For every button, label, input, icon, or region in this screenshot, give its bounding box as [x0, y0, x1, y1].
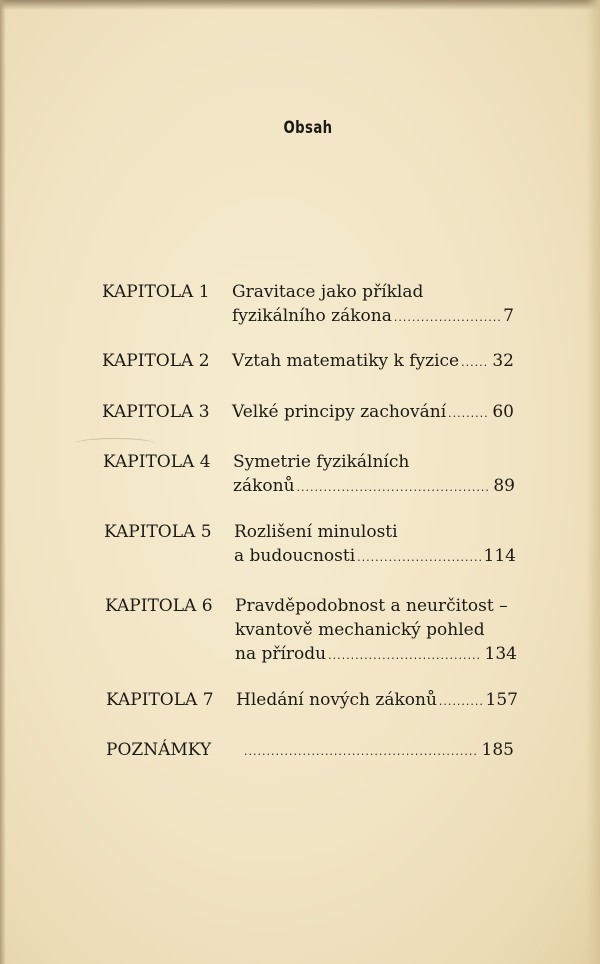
- page-edge-right: [586, 0, 600, 964]
- toc-entry-chapter-5[interactable]: [104, 520, 516, 570]
- chapter-title: [232, 280, 514, 330]
- page-number: 157: [485, 690, 518, 710]
- dot-leader: [244, 740, 479, 764]
- chapter-title-line: kvantově mechanický pohled: [235, 620, 485, 640]
- page-edge-left: [0, 0, 6, 964]
- chapter-title: [235, 594, 517, 668]
- chapter-title: [234, 520, 516, 570]
- chapter-title-line: a budoucnosti: [234, 546, 356, 566]
- dot-leader: [357, 546, 480, 570]
- toc-entry-chapter-1[interactable]: [102, 280, 514, 330]
- chapter-title-line: Pravděpodobnost a neurčitost –: [235, 596, 508, 616]
- toc-entry-chapter-2[interactable]: [102, 349, 514, 375]
- page-number: 134: [484, 644, 517, 664]
- page-number: 185: [481, 740, 514, 760]
- pencil-smudge: [75, 438, 155, 449]
- dot-leader: [448, 402, 489, 426]
- chapter-title-line: Gravitace jako příklad: [232, 282, 424, 302]
- chapter-label: KAPITOLA 5: [104, 522, 212, 542]
- toc-entry-chapter-3[interactable]: [102, 400, 514, 426]
- toc-entry-notes[interactable]: [106, 738, 514, 764]
- chapter-title-line: fyzikálního zákona: [232, 306, 392, 326]
- chapter-label: KAPITOLA 3: [102, 402, 210, 422]
- page-number: 114: [483, 546, 516, 566]
- dot-leader: [461, 351, 489, 375]
- toc-entry-chapter-4[interactable]: [103, 450, 515, 500]
- page-number: 32: [492, 351, 514, 371]
- notes-title: [242, 738, 514, 764]
- chapter-label: KAPITOLA 6: [105, 596, 213, 616]
- chapter-title-line: na přírodu: [235, 644, 327, 664]
- chapter-title-line: Velké principy zachování: [232, 402, 447, 422]
- dot-leader: [394, 306, 500, 330]
- page-number: 7: [503, 306, 514, 326]
- chapter-title-line: Rozlišení minulosti: [234, 522, 398, 542]
- dot-leader: [439, 690, 483, 714]
- chapter-title: [236, 688, 518, 714]
- page-title: Obsah: [283, 118, 333, 138]
- chapter-title: [233, 450, 515, 500]
- toc-entry-chapter-7[interactable]: [106, 688, 518, 714]
- chapter-title: [232, 400, 514, 426]
- page-number: 60: [492, 402, 514, 422]
- dot-leader: [297, 476, 491, 500]
- notes-label: POZNÁMKY: [106, 740, 212, 760]
- dot-leader: [328, 644, 481, 668]
- toc-entry-chapter-6[interactable]: [105, 594, 517, 668]
- page-edge-top: [0, 0, 600, 10]
- chapter-label: KAPITOLA 2: [102, 351, 210, 371]
- chapter-label: KAPITOLA 1: [102, 282, 210, 302]
- page-number: 89: [493, 476, 515, 496]
- chapter-title-line: Hledání nových zákonů: [236, 690, 437, 710]
- chapter-title: [232, 349, 514, 375]
- chapter-title-line: Vztah matematiky k fyzice: [232, 351, 460, 371]
- chapter-label: KAPITOLA 7: [106, 690, 214, 710]
- chapter-title-line: zákonů: [233, 476, 295, 496]
- chapter-label: KAPITOLA 4: [103, 452, 211, 472]
- chapter-title-line: Symetrie fyzikálních: [233, 452, 410, 472]
